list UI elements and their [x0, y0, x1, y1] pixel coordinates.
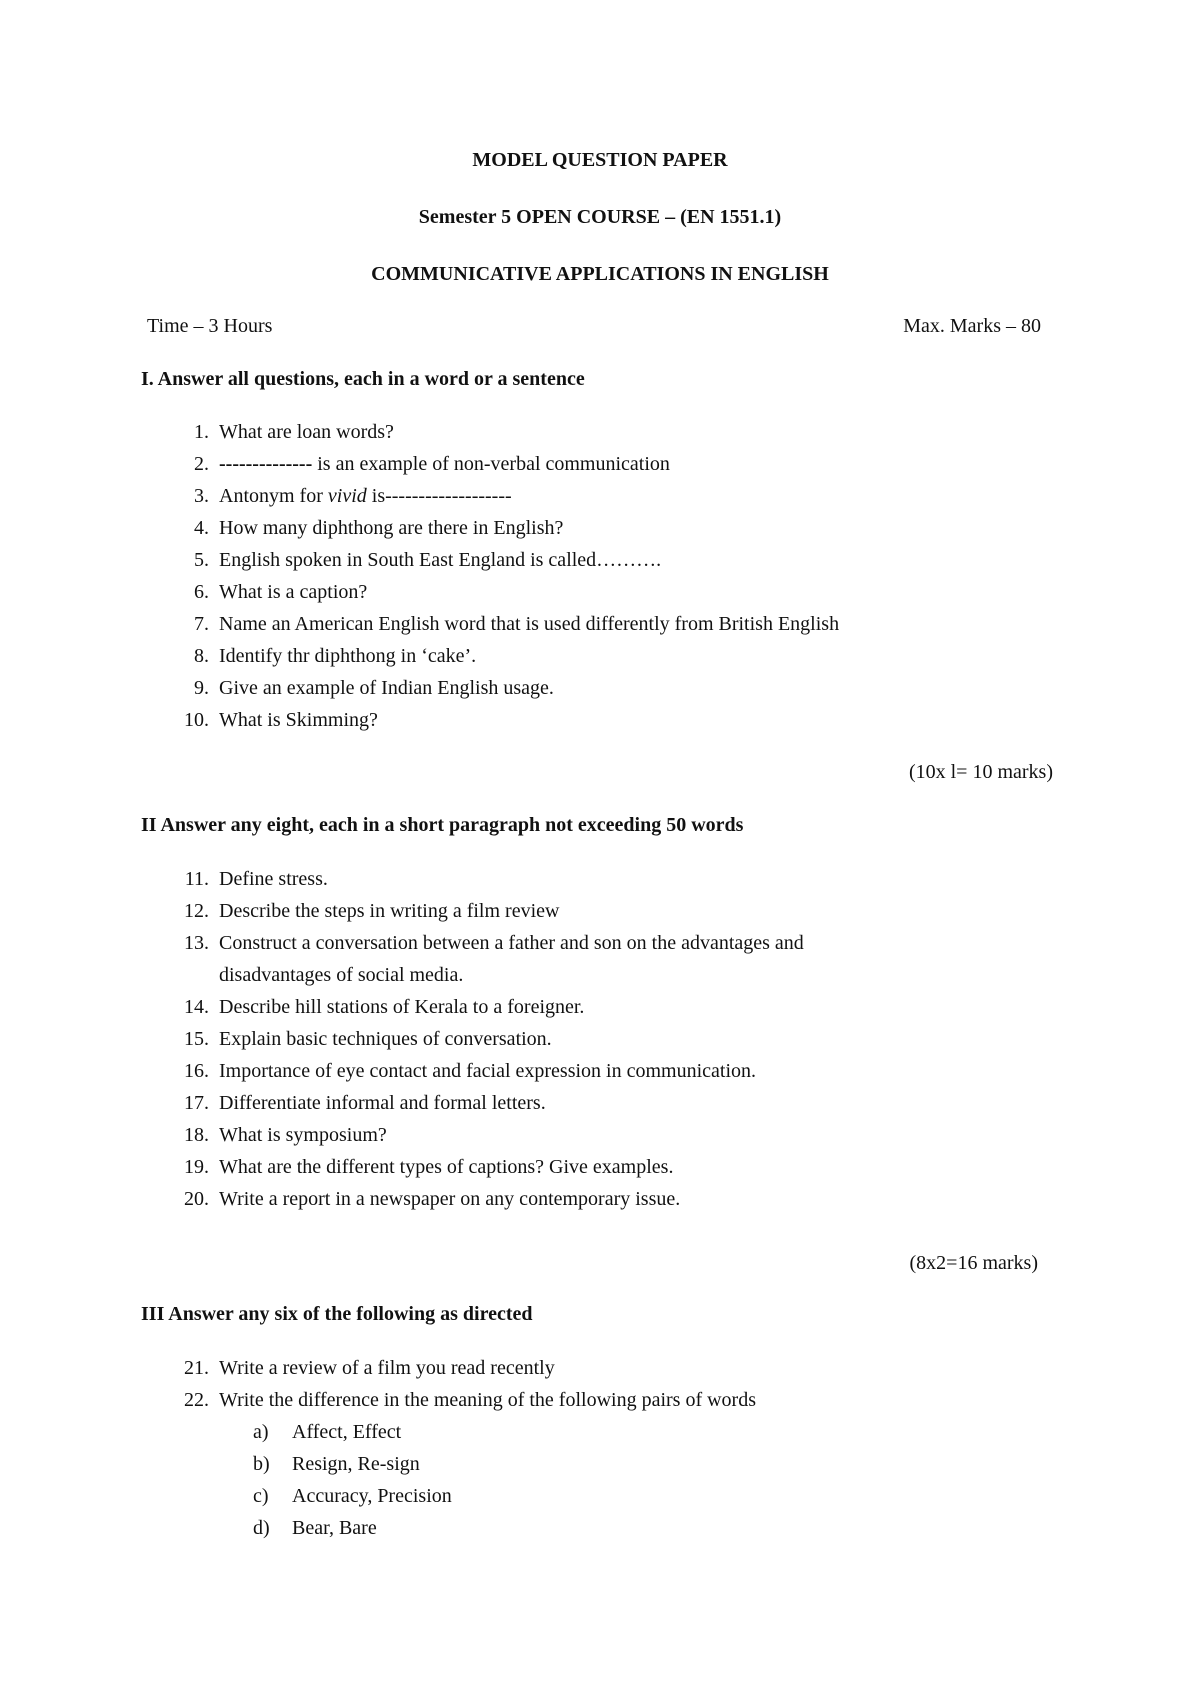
question-text: Describe the steps in writing a film review	[219, 900, 560, 922]
question-number: 15.	[184, 1028, 209, 1050]
question-text-post: is-------------------	[366, 485, 512, 507]
question-text: Identify thr diphthong in ‘cake’.	[219, 645, 477, 667]
question-text: Describe hill stations of Kerala to a foreigner.	[219, 996, 585, 1018]
question-number: 13.	[184, 932, 209, 954]
question-text-rest: is an example of non-verbal communication	[312, 453, 670, 475]
question-text: What is a caption?	[219, 581, 368, 603]
question-number: 17.	[184, 1092, 209, 1114]
question-text: How many diphthong are there in English?	[219, 517, 564, 539]
emphasized-word: vivid	[327, 485, 367, 507]
section-1-marks: (10x l= 10 marks)	[908, 761, 1053, 783]
section-3-heading: III Answer any six of the following as directed	[141, 1303, 533, 1325]
subitem-text: Bear, Bare	[292, 1517, 377, 1539]
question-text: Write a report in a newspaper on any contemporary issue.	[219, 1188, 681, 1210]
question-text: What are the different types of captions? Give examples.	[219, 1156, 674, 1178]
question-text: What is symposium?	[219, 1124, 387, 1146]
subitem-text: Resign, Re-sign	[292, 1453, 420, 1475]
question-number: 6.	[194, 581, 209, 603]
subitem-label: a)	[253, 1421, 269, 1443]
question-text: English spoken in South East England is called……….	[219, 549, 662, 571]
paper-title: MODEL QUESTION PAPER	[472, 149, 728, 171]
question-number: 1.	[194, 421, 209, 443]
question-number: 2.	[194, 453, 209, 475]
question-number: 12.	[184, 900, 209, 922]
question-text	[219, 484, 512, 508]
question-number: 8.	[194, 645, 209, 667]
subitem-label: d)	[253, 1517, 270, 1539]
question-text: Explain basic techniques of conversation.	[219, 1028, 552, 1050]
question-number: 3.	[194, 485, 209, 507]
semester-line: Semester 5 OPEN COURSE – (EN 1551.1)	[418, 206, 782, 228]
question-text: Write a review of a film you read recently	[219, 1357, 555, 1379]
question-text-continued: disadvantages of social media.	[219, 964, 464, 986]
question-text-pre: Antonym for	[219, 485, 328, 507]
subitem-label: c)	[253, 1485, 269, 1507]
question-number: 7.	[194, 613, 209, 635]
section-2-marks: (8x2=16 marks)	[909, 1252, 1038, 1274]
question-text: Differentiate informal and formal letters.	[219, 1092, 546, 1114]
answer-blank: --------------	[219, 453, 313, 475]
section-2-heading: II Answer any eight, each in a short paragraph not exceeding 50 words	[141, 814, 744, 836]
question-text: Give an example of Indian English usage.	[219, 677, 554, 699]
question-text: Importance of eye contact and facial expression in communication.	[219, 1060, 757, 1082]
question-number: 22.	[184, 1389, 209, 1411]
section-1-heading: I. Answer all questions, each in a word or a sentence	[141, 368, 585, 390]
subitem-text: Affect, Effect	[292, 1421, 402, 1443]
question-number: 11.	[184, 868, 209, 890]
question-text: What is Skimming?	[219, 709, 378, 731]
question-number: 18.	[184, 1124, 209, 1146]
subitem-text: Accuracy, Precision	[292, 1485, 452, 1507]
question-text: What are loan words?	[219, 421, 394, 443]
question-number: 10.	[184, 709, 209, 731]
course-title: COMMUNICATIVE APPLICATIONS IN ENGLISH	[371, 263, 829, 285]
question-number: 14.	[184, 996, 209, 1018]
question-number: 4.	[194, 517, 209, 539]
question-number: 16.	[184, 1060, 209, 1082]
subitem-label: b)	[253, 1453, 270, 1475]
question-text: Name an American English word that is used differently from British English	[219, 613, 840, 635]
question-number: 9.	[194, 677, 209, 699]
question-text: Write the difference in the meaning of the following pairs of words	[219, 1389, 756, 1411]
question-text	[219, 452, 670, 476]
max-marks: Max. Marks – 80	[903, 315, 1041, 337]
question-number: 20.	[184, 1188, 209, 1210]
question-text: Construct a conversation between a father and son on the advantages and	[219, 932, 804, 954]
question-number: 21.	[184, 1357, 209, 1379]
question-number: 5.	[194, 549, 209, 571]
question-number: 19.	[184, 1156, 209, 1178]
time-allowed: Time – 3 Hours	[147, 315, 273, 337]
question-text: Define stress.	[219, 868, 328, 890]
